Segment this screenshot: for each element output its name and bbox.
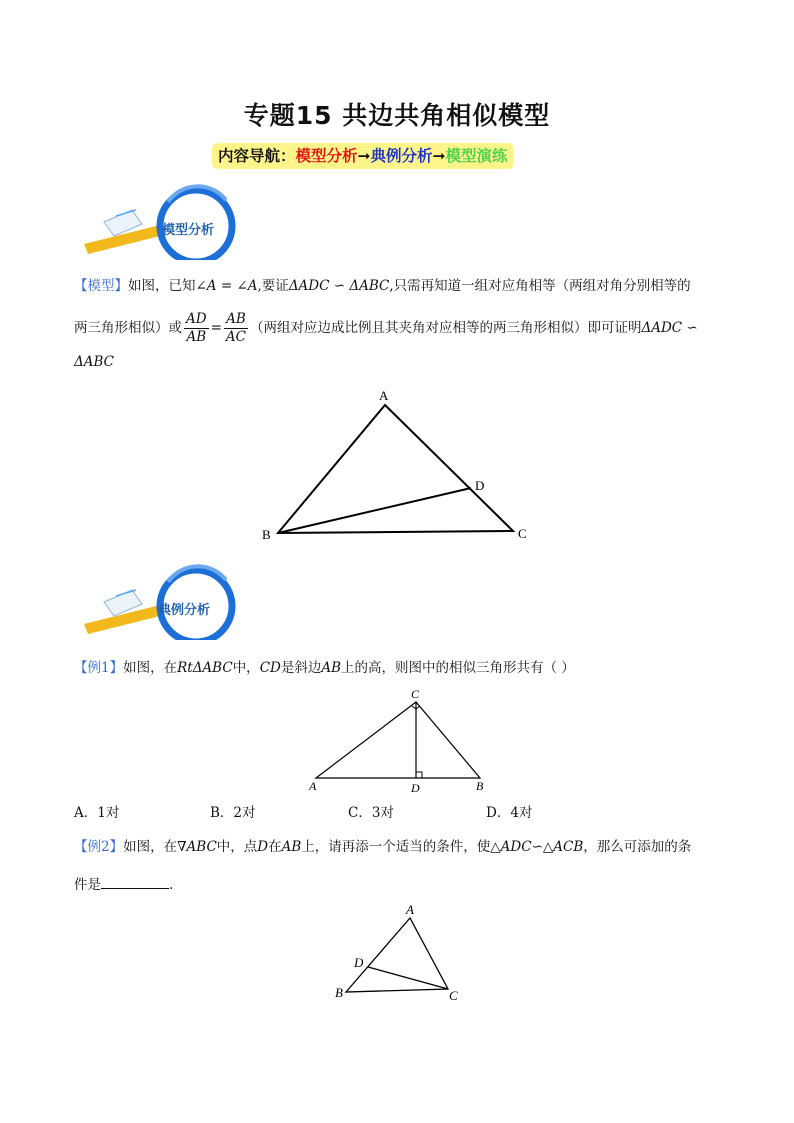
answer-blank[interactable] bbox=[101, 874, 169, 889]
vertex-label-a: A bbox=[379, 388, 389, 403]
math-segment: CD bbox=[259, 660, 281, 676]
text-run: 如图，已知 bbox=[128, 278, 196, 294]
fraction-ab-ac bbox=[224, 311, 248, 346]
math-triangle: ΔABC bbox=[192, 660, 233, 676]
nav-arrow: ➞ bbox=[357, 147, 371, 165]
page-title: 专题15 共边共角相似模型 bbox=[243, 101, 551, 130]
math-point: D bbox=[257, 839, 269, 855]
model-paragraph-line3 bbox=[74, 352, 724, 372]
text-run: 中，点 bbox=[216, 839, 258, 855]
math-similarity: ΔADC ∽ ΔABC bbox=[288, 278, 390, 294]
fraction-numerator: AD bbox=[186, 311, 207, 327]
vertex-label-d: D bbox=[411, 781, 420, 795]
math-triangle: ∇ABC bbox=[177, 839, 217, 855]
vertex-label-b: B bbox=[476, 779, 484, 793]
text-run: 如图，在 bbox=[123, 660, 178, 676]
math-rt: Rt bbox=[177, 660, 193, 676]
nav-prefix: 内容导航： bbox=[218, 147, 296, 165]
example1-paragraph bbox=[74, 658, 724, 678]
model-paragraph bbox=[74, 276, 724, 296]
example2-triangle-figure bbox=[326, 900, 476, 1006]
vertex-label-c: C bbox=[449, 988, 458, 1003]
math-segment: AB bbox=[321, 660, 342, 676]
text-run: ,只需再知道一组对应角相等（两组对角分别相等的 bbox=[389, 278, 691, 294]
model-tag: 【模型】 bbox=[74, 278, 128, 294]
text-run: . bbox=[169, 877, 174, 893]
text-run: 如图，在 bbox=[123, 839, 178, 855]
fraction-denominator: AB bbox=[186, 329, 207, 345]
example1-options bbox=[74, 801, 634, 821]
nav-item-example-analysis[interactable]: 典例分析 bbox=[370, 147, 433, 165]
option-a[interactable]: A．1对 bbox=[74, 805, 120, 821]
vertex-label-b: B bbox=[335, 985, 343, 1000]
equals-sign: = bbox=[210, 320, 222, 336]
fraction-denominator: AC bbox=[225, 329, 246, 345]
content-navigation bbox=[212, 143, 514, 169]
math-triangle: ΔABC bbox=[74, 354, 114, 370]
text-run: ,要证 bbox=[257, 278, 289, 294]
option-b[interactable]: B．2对 bbox=[210, 805, 256, 821]
text-run: 上，请再添一个适当的条件，使 bbox=[301, 839, 491, 855]
vertex-label-c: C bbox=[518, 526, 527, 541]
example1-right-triangle-figure bbox=[300, 684, 500, 796]
model-triangle-figure bbox=[255, 380, 545, 550]
text-run: 在 bbox=[268, 839, 282, 855]
example1-tag: 【例1】 bbox=[74, 660, 124, 676]
vertex-label-b: B bbox=[262, 527, 271, 542]
example2-paragraph bbox=[74, 837, 724, 857]
nav-item-model-analysis[interactable]: 模型分析 bbox=[295, 147, 358, 165]
model-paragraph-line2 bbox=[74, 308, 724, 348]
text-run: 中， bbox=[232, 660, 260, 676]
option-d[interactable]: D．4对 bbox=[486, 805, 533, 821]
math-similarity: △ADC∽△ACB bbox=[490, 839, 584, 855]
vertex-label-a: A bbox=[309, 779, 317, 793]
nav-item-model-practice[interactable]: 模型演练 bbox=[445, 147, 508, 165]
fraction-numerator: AB bbox=[224, 311, 248, 329]
vertex-label-c: C bbox=[411, 687, 420, 701]
math-condition: ∠A = ∠A bbox=[195, 278, 258, 294]
vertex-label-a: A bbox=[406, 902, 414, 917]
text-run: 件是 bbox=[74, 877, 101, 893]
math-similarity: ΔADC ∽ bbox=[641, 320, 698, 336]
nav-arrow: ➞ bbox=[432, 147, 446, 165]
math-segment: AB bbox=[281, 839, 302, 855]
text-run: 是斜边 bbox=[280, 660, 322, 676]
text-run: 上的高，则图中的相似三角形共有（ ） bbox=[341, 660, 575, 676]
example2-tag: 【例2】 bbox=[74, 839, 124, 855]
example2-paragraph-line2 bbox=[74, 874, 724, 895]
text-run: 两三角形相似）或 bbox=[74, 320, 182, 336]
vertex-label-d: D bbox=[354, 955, 364, 970]
vertex-label-d: D bbox=[475, 478, 485, 493]
text-run: ，那么可添加的条 bbox=[583, 839, 692, 855]
text-run: （两组对应边成比例且其夹角对应相等的两三角形相似）即可证明 bbox=[249, 320, 642, 336]
section-badge-example-analysis: 典例分析 bbox=[158, 603, 211, 618]
option-c[interactable]: C．3对 bbox=[348, 805, 394, 821]
fraction-ad-ab bbox=[184, 311, 209, 346]
section-badge-model-analysis: 模型分析 bbox=[162, 223, 215, 238]
